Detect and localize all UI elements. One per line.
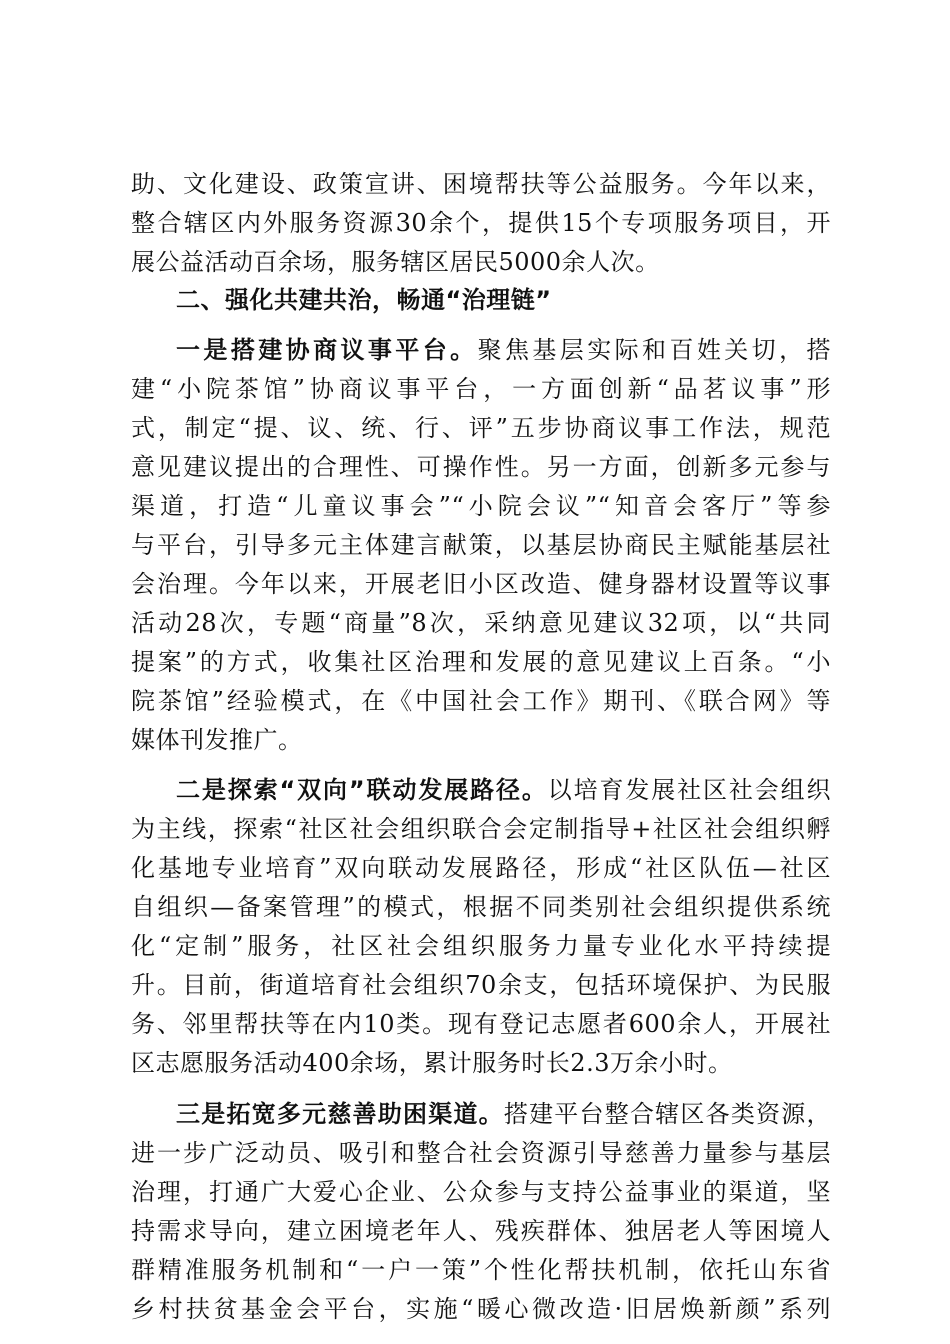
para2-first-line	[131, 770, 831, 810]
para3-line: 群精准服务机制和“一户一策”个性化帮扶机制，依托山东省	[131, 1256, 831, 1284]
para3-lead: 三是拓宽多元慈善助困渠道。	[176, 1100, 504, 1128]
para1-line: 渠道，打造“儿童议事会”“小院会议”“知音会客厅”等参	[131, 492, 831, 520]
para1-line: 提案”的方式，收集社区治理和发展的意见建议上百条。“小	[131, 648, 831, 676]
para2-lead: 二是探索“双向”联动发展路径。	[176, 776, 548, 804]
para2-line: 化“定制”服务，社区社会组织服务力量专业化水平持续提	[131, 932, 831, 960]
para3-line: 进一步广泛动员、吸引和整合社会资源引导慈善力量参与基层	[131, 1139, 831, 1167]
para1-line: 院茶馆”经验模式，在《中国社会工作》期刊、《联合网》等	[131, 687, 831, 715]
para2-line: 自组织—备案管理”的模式，根据不同类别社会组织提供系统	[131, 893, 831, 921]
intro-line-3: 展公益活动百余场，服务辖区居民5000余人次。	[131, 248, 660, 276]
para3-first-line	[131, 1094, 831, 1134]
para1-line: 意见建议提出的合理性、可操作性。另一方面，创新多元参与	[131, 453, 831, 481]
section-heading: 二、强化共建共治，畅通“治理链”	[176, 286, 552, 314]
para1-lead: 一是搭建协商议事平台。	[176, 336, 478, 364]
para1-first-line	[131, 330, 831, 370]
para1-line: 活动28次，专题“商量”8次，采纳意见建议32项，以“共同	[131, 609, 831, 637]
para1-line: 媒体刊发推广。	[131, 726, 303, 754]
para3-first-rest: 搭建平台整合辖区各类资源，	[503, 1100, 831, 1128]
para2-line: 化基地专业培育”双向联动发展路径，形成“社区队伍—社区	[131, 854, 831, 882]
para3-line: 治理，打通广大爱心企业、公众参与支持公益事业的渠道，坚	[131, 1178, 831, 1206]
para2-line: 区志愿服务活动400余场，累计服务时长2.3万余小时。	[131, 1049, 733, 1077]
para1-line: 建“小院茶馆”协商议事平台，一方面创新“品茗议事”形	[131, 375, 831, 403]
para2-line: 务、邻里帮扶等在内10类。现有登记志愿者600余人，开展社	[131, 1010, 831, 1038]
para1-first-rest: 聚焦基层实际和百姓关切，搭	[477, 336, 832, 364]
para1-line: 与平台，引导多元主体建言献策，以基层协商民主赋能基层社	[131, 531, 831, 559]
intro-line-1: 助、文化建设、政策宣讲、困境帮扶等公益服务。今年以来，	[131, 170, 831, 198]
intro-line-2: 整合辖区内外服务资源30余个，提供15个专项服务项目，开	[131, 209, 831, 237]
para2-line: 升。目前，街道培育社会组织70余支，包括环境保护、为民服	[131, 971, 831, 999]
para1-line: 会治理。今年以来，开展老旧小区改造、健身器材设置等议事	[131, 570, 831, 598]
para1-line: 式，制定“提、议、统、行、评”五步协商议事工作法，规范	[131, 414, 831, 442]
para3-line: 持需求导向，建立困境老年人、残疾群体、独居老人等困境人	[131, 1217, 831, 1245]
para3-line: 乡村扶贫基金会平台，实施“暖心微改造·旧居焕新颜”系列	[131, 1295, 831, 1323]
para2-line: 为主线，探索“社区社会组织联合会定制指导+社区社会组织孵	[131, 815, 831, 843]
para2-first-rest: 以培育发展社区社会组织	[547, 776, 831, 804]
